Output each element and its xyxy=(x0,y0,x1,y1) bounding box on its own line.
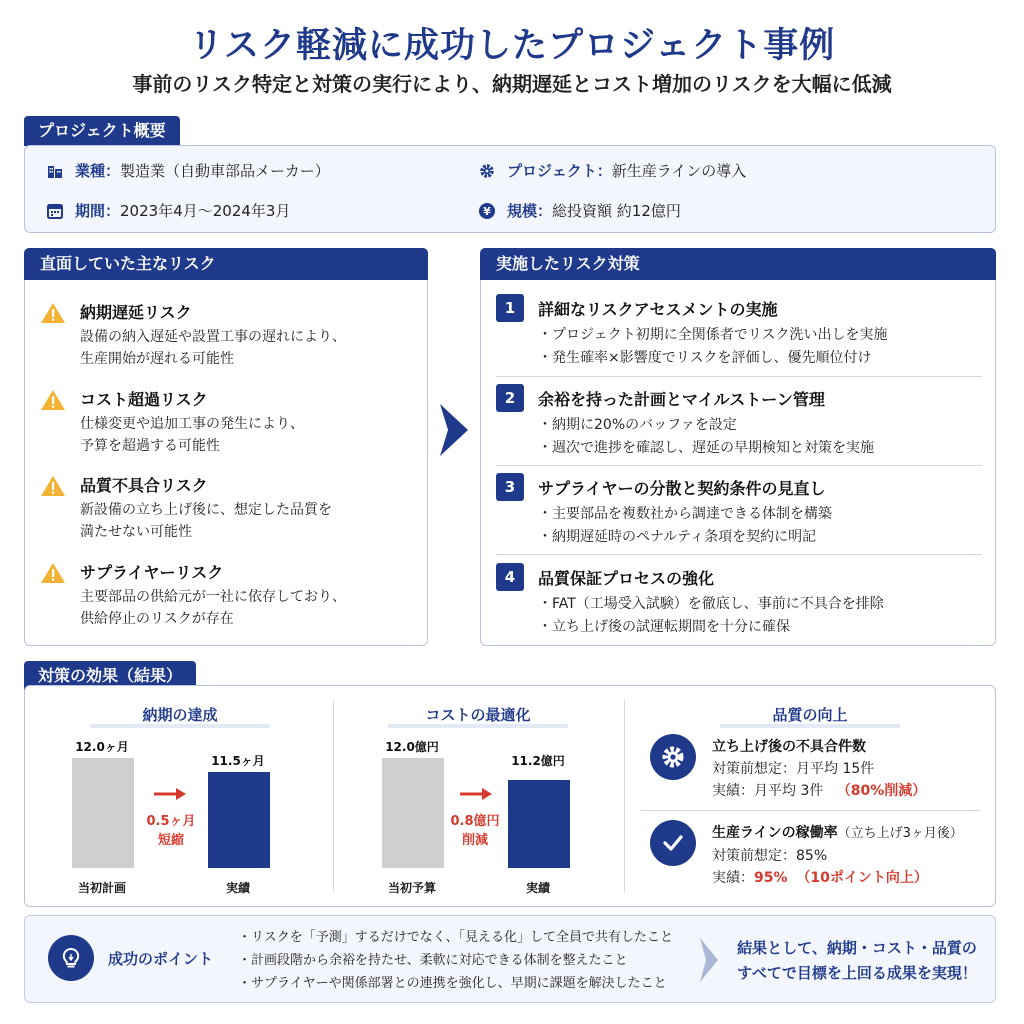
measure-number: 3 xyxy=(496,473,524,501)
gear-icon xyxy=(650,734,696,780)
scale-label: 規模： xyxy=(507,202,553,220)
bar-plan xyxy=(382,758,444,868)
success-point: ・リスクを「予測」するだけでなく、「見える化」して全員で共有したこと xyxy=(238,930,673,945)
industry-value: 製造業（自動車部品メーカー） xyxy=(120,162,330,180)
bar-value-label: 11.2億円 xyxy=(511,754,565,768)
divider xyxy=(624,700,625,892)
measure-bullets: ・FAT（工場受入試験）を徹底し、事前に不具合を排除 ・立ち上げ後の試運転期間を十分に確保 xyxy=(538,596,884,635)
arrow-right-icon xyxy=(436,402,472,458)
risk-title: 納期遅延リスク xyxy=(80,303,192,322)
cost-delta: 0.8億円 削減 xyxy=(450,814,500,848)
category-label: 実績 xyxy=(225,881,250,895)
warning-icon xyxy=(40,562,66,584)
warning-icon xyxy=(40,302,66,324)
arrow-right-icon xyxy=(458,786,494,802)
risk-desc: 新設備の立ち上げ後に、想定した品質を 満たせない可能性 xyxy=(80,502,332,540)
divider xyxy=(496,376,982,377)
project-label: プロジェクト： xyxy=(507,162,612,180)
divider xyxy=(496,465,982,466)
period-label: 期間： xyxy=(75,202,121,220)
svg-text:¥: ¥ xyxy=(483,204,491,218)
success-label: 成功のポイント xyxy=(108,950,214,968)
bar-actual xyxy=(208,772,270,868)
defect-text: 立ち上げ後の不具合件数 対策前想定：月平均 15件 実績：月平均 3件 （80%削減） xyxy=(712,739,927,799)
success-conclusion: 結果として、納期・コスト・品質の すべてで目標を上回る成果を実現！ xyxy=(737,939,977,982)
title-underline xyxy=(640,722,980,730)
delivery-title: 納期の達成 xyxy=(142,706,218,724)
overview-industry xyxy=(45,160,330,181)
overview-box xyxy=(24,145,996,233)
building-icon xyxy=(45,161,65,181)
overview-tag: プロジェクト概要 xyxy=(24,116,180,146)
overview-project xyxy=(477,160,746,181)
delivery-delta: 0.5ヶ月 短縮 xyxy=(146,814,196,848)
divider xyxy=(496,554,982,555)
bar-value-label: 12.0ヶ月 xyxy=(75,740,129,754)
scale-value: 総投資額 約12億円 xyxy=(552,202,681,220)
bar-value-label: 12.0億円 xyxy=(385,740,439,754)
category-label: 実績 xyxy=(525,881,550,895)
divider xyxy=(640,810,980,811)
industry-label: 業種： xyxy=(75,162,121,180)
measure-number: 4 xyxy=(496,563,524,591)
risk-title: 品質不具合リスク xyxy=(80,476,208,495)
results-tag: 対策の効果（結果） xyxy=(24,661,196,691)
success-point: ・計画段階から余裕を持たせ、柔軟に対応できる体制を整えたこと xyxy=(238,953,628,968)
calendar-icon xyxy=(45,201,65,221)
yen-icon xyxy=(477,201,497,221)
period-value: 2023年4月〜2024年3月 xyxy=(120,202,291,220)
measure-title: 余裕を持った計画とマイルストーン管理 xyxy=(538,390,825,409)
risk-title: コスト超過リスク xyxy=(80,390,208,409)
risk-desc: 仕様変更や追加工事の発生により、 予算を超過する可能性 xyxy=(80,416,304,454)
page-subtitle: 事前のリスク特定と対策の実行により、納期遅延とコスト増加のリスクを大幅に低減 xyxy=(132,72,892,96)
measure-bullets: ・納期に20%のバッファを設定 ・週次で進捗を確認し、遅延の早期検知と対策を実施 xyxy=(538,417,874,456)
category-label: 当初予算 xyxy=(387,881,436,895)
arrow-right-icon xyxy=(152,786,188,802)
risk-title: サプライヤーリスク xyxy=(80,563,224,582)
bar-value-label: 11.5ヶ月 xyxy=(211,754,265,768)
page-title: リスク軽減に成功したプロジェクト事例 xyxy=(188,26,836,66)
measure-number: 2 xyxy=(496,384,524,412)
title-underline xyxy=(338,722,618,730)
measure-bullets: ・プロジェクト初期に全関係者でリスク洗い出しを実施 ・発生確率×影響度でリスクを評価し、優先順位付け xyxy=(538,327,888,366)
uptime-text: 生産ラインの稼働率（立ち上げ3ヶ月後） 対策前想定：85% 実績：95% （10ポイント向上） xyxy=(712,825,963,886)
bar-actual xyxy=(508,780,570,868)
overview-scale xyxy=(477,200,681,221)
category-label: 当初計画 xyxy=(77,881,126,895)
gear-icon xyxy=(477,161,497,181)
chevron-right-icon xyxy=(698,936,720,984)
overview-period xyxy=(45,200,290,221)
risk-desc: 設備の納入遅延や設置工事の遅れにより、 生産開始が遅れる可能性 xyxy=(80,329,346,367)
success-point: ・サプライヤーや関係部署との連携を強化し、早期に課題を解決したこと xyxy=(238,976,667,991)
project-value: 新生産ラインの導入 xyxy=(611,162,747,180)
measure-number: 1 xyxy=(496,294,524,322)
lightbulb-icon xyxy=(48,935,94,981)
measures-header: 実施したリスク対策 xyxy=(480,248,996,280)
divider xyxy=(333,700,334,892)
warning-icon xyxy=(40,475,66,497)
success-points xyxy=(238,926,673,995)
risks-header: 直面していた主なリスク xyxy=(24,248,428,280)
quality-title: 品質の向上 xyxy=(772,706,848,724)
measure-title: サプライヤーの分散と契約条件の見直し xyxy=(538,479,826,498)
title-underline xyxy=(40,722,320,730)
warning-icon xyxy=(40,389,66,411)
measure-title: 品質保証プロセスの強化 xyxy=(538,569,715,588)
bar-plan xyxy=(72,758,134,868)
cost-title: コストの最適化 xyxy=(425,706,531,724)
measure-title: 詳細なリスクアセスメントの実施 xyxy=(538,300,778,319)
measure-bullets: ・主要部品を複数社から調達できる体制を構築 ・納期遅延時のペナルティ条項を契約に明記 xyxy=(538,506,832,545)
risk-desc: 主要部品の供給元が一社に依存しており、 供給停止のリスクが存在 xyxy=(80,589,346,627)
check-icon xyxy=(650,820,696,866)
